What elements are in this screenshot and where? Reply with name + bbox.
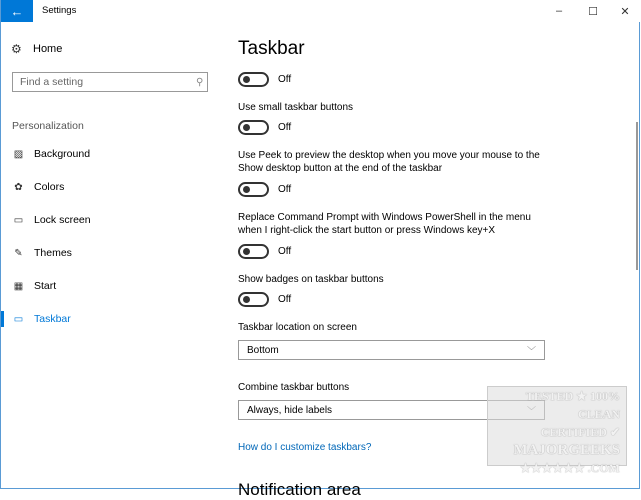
taskbar-location-dropdown[interactable] [238,340,545,360]
setting-label: Show badges on taskbar buttons [238,274,384,285]
sidebar-item-label: Home [33,43,63,55]
toggle-state: Off [278,294,292,305]
close-icon: ✕ [620,5,630,18]
page-title: Taskbar [238,38,305,59]
maximize-button[interactable] [578,0,608,22]
sidebar-item-background[interactable] [1,143,221,165]
minimize-button[interactable] [544,0,574,22]
scrollbar-thumb[interactable] [636,122,638,270]
setting-label: Combine taskbar buttons [238,382,350,393]
search-box [12,72,208,92]
lock-screen-icon: ▭ [13,214,24,226]
search-input[interactable] [13,75,192,89]
toggle-switch[interactable] [238,72,291,87]
sidebar-item-label: Colors [34,181,65,193]
sidebar [1,22,221,490]
toggle-track [238,120,269,135]
help-link[interactable]: How do I customize taskbars? [238,442,372,453]
badges-toggle[interactable] [238,292,291,307]
maximize-icon: ☐ [588,5,598,18]
toggle-knob [243,296,250,303]
themes-icon: ✎ [14,247,23,259]
title-bar [1,0,641,22]
arrow-left-icon: ← [10,3,24,19]
search-icon[interactable]: ⚲ [196,76,204,88]
window-title: Settings [42,5,77,16]
sidebar-item-label: Lock screen [34,214,91,226]
section-label: Personalization [12,120,84,132]
toggle-track [238,292,269,307]
setting-label: Use Peek to preview the desktop when you move your mouse to the Show desktop button at the end of the taskbar [238,150,540,174]
dropdown-value: Always, hide labels [247,404,333,416]
sidebar-item-start[interactable] [1,275,221,297]
sidebar-item-label: Taskbar [34,313,71,325]
toggle-state: Off [278,122,292,133]
peek-toggle[interactable] [238,182,291,197]
section-heading-partial: Notification area [238,480,361,499]
dropdown-value: Bottom [247,344,279,356]
sidebar-item-label: Start [34,280,57,292]
sidebar-item-label: Background [34,148,91,160]
gear-icon: ⚙ [11,42,22,56]
watermark-text: MAJORGEEKS [513,442,620,458]
toggle-state: Off [278,246,292,257]
back-button[interactable] [1,0,33,22]
sidebar-item-home[interactable] [11,42,62,56]
setting-label: Replace Command Prompt with Windows PowerShell in the menu when I right-click the start button or press Windows key+X [238,212,531,236]
sidebar-item-colors[interactable] [1,176,221,198]
chevron-down-icon: ﹀ [526,345,536,356]
toggle-track [238,72,269,87]
toggle-knob [243,124,250,131]
toggle-knob [243,186,250,193]
background-icon: ▨ [13,148,24,160]
watermark-text: TESTED ★ 100% CLEAN [525,389,620,421]
setting-label: Taskbar location on screen [238,322,357,333]
toggle-track [238,244,269,259]
taskbar-icon: ▭ [13,313,24,325]
sidebar-item-lock-screen[interactable] [1,209,221,231]
sidebar-item-themes[interactable] [1,242,221,264]
toggle-state: Off [278,184,292,195]
minimize-icon: – [555,5,563,17]
watermark-text: ★★★★★★ .COM [520,461,620,475]
watermark [487,386,627,475]
start-icon: ▦ [13,280,24,292]
sidebar-item-taskbar[interactable] [1,308,221,330]
palette-icon: ✿ [14,181,23,193]
toggle-knob [243,248,250,255]
close-button[interactable] [610,0,640,22]
watermark-text: CERTIFIED ✔ [540,425,620,439]
toggle-knob [243,76,250,83]
toggle-track [238,182,269,197]
powershell-toggle[interactable] [238,244,291,259]
toggle-state: Off [278,74,292,85]
setting-label: Use small taskbar buttons [238,102,354,113]
small-buttons-toggle[interactable] [238,120,291,135]
sidebar-item-label: Themes [34,247,72,259]
